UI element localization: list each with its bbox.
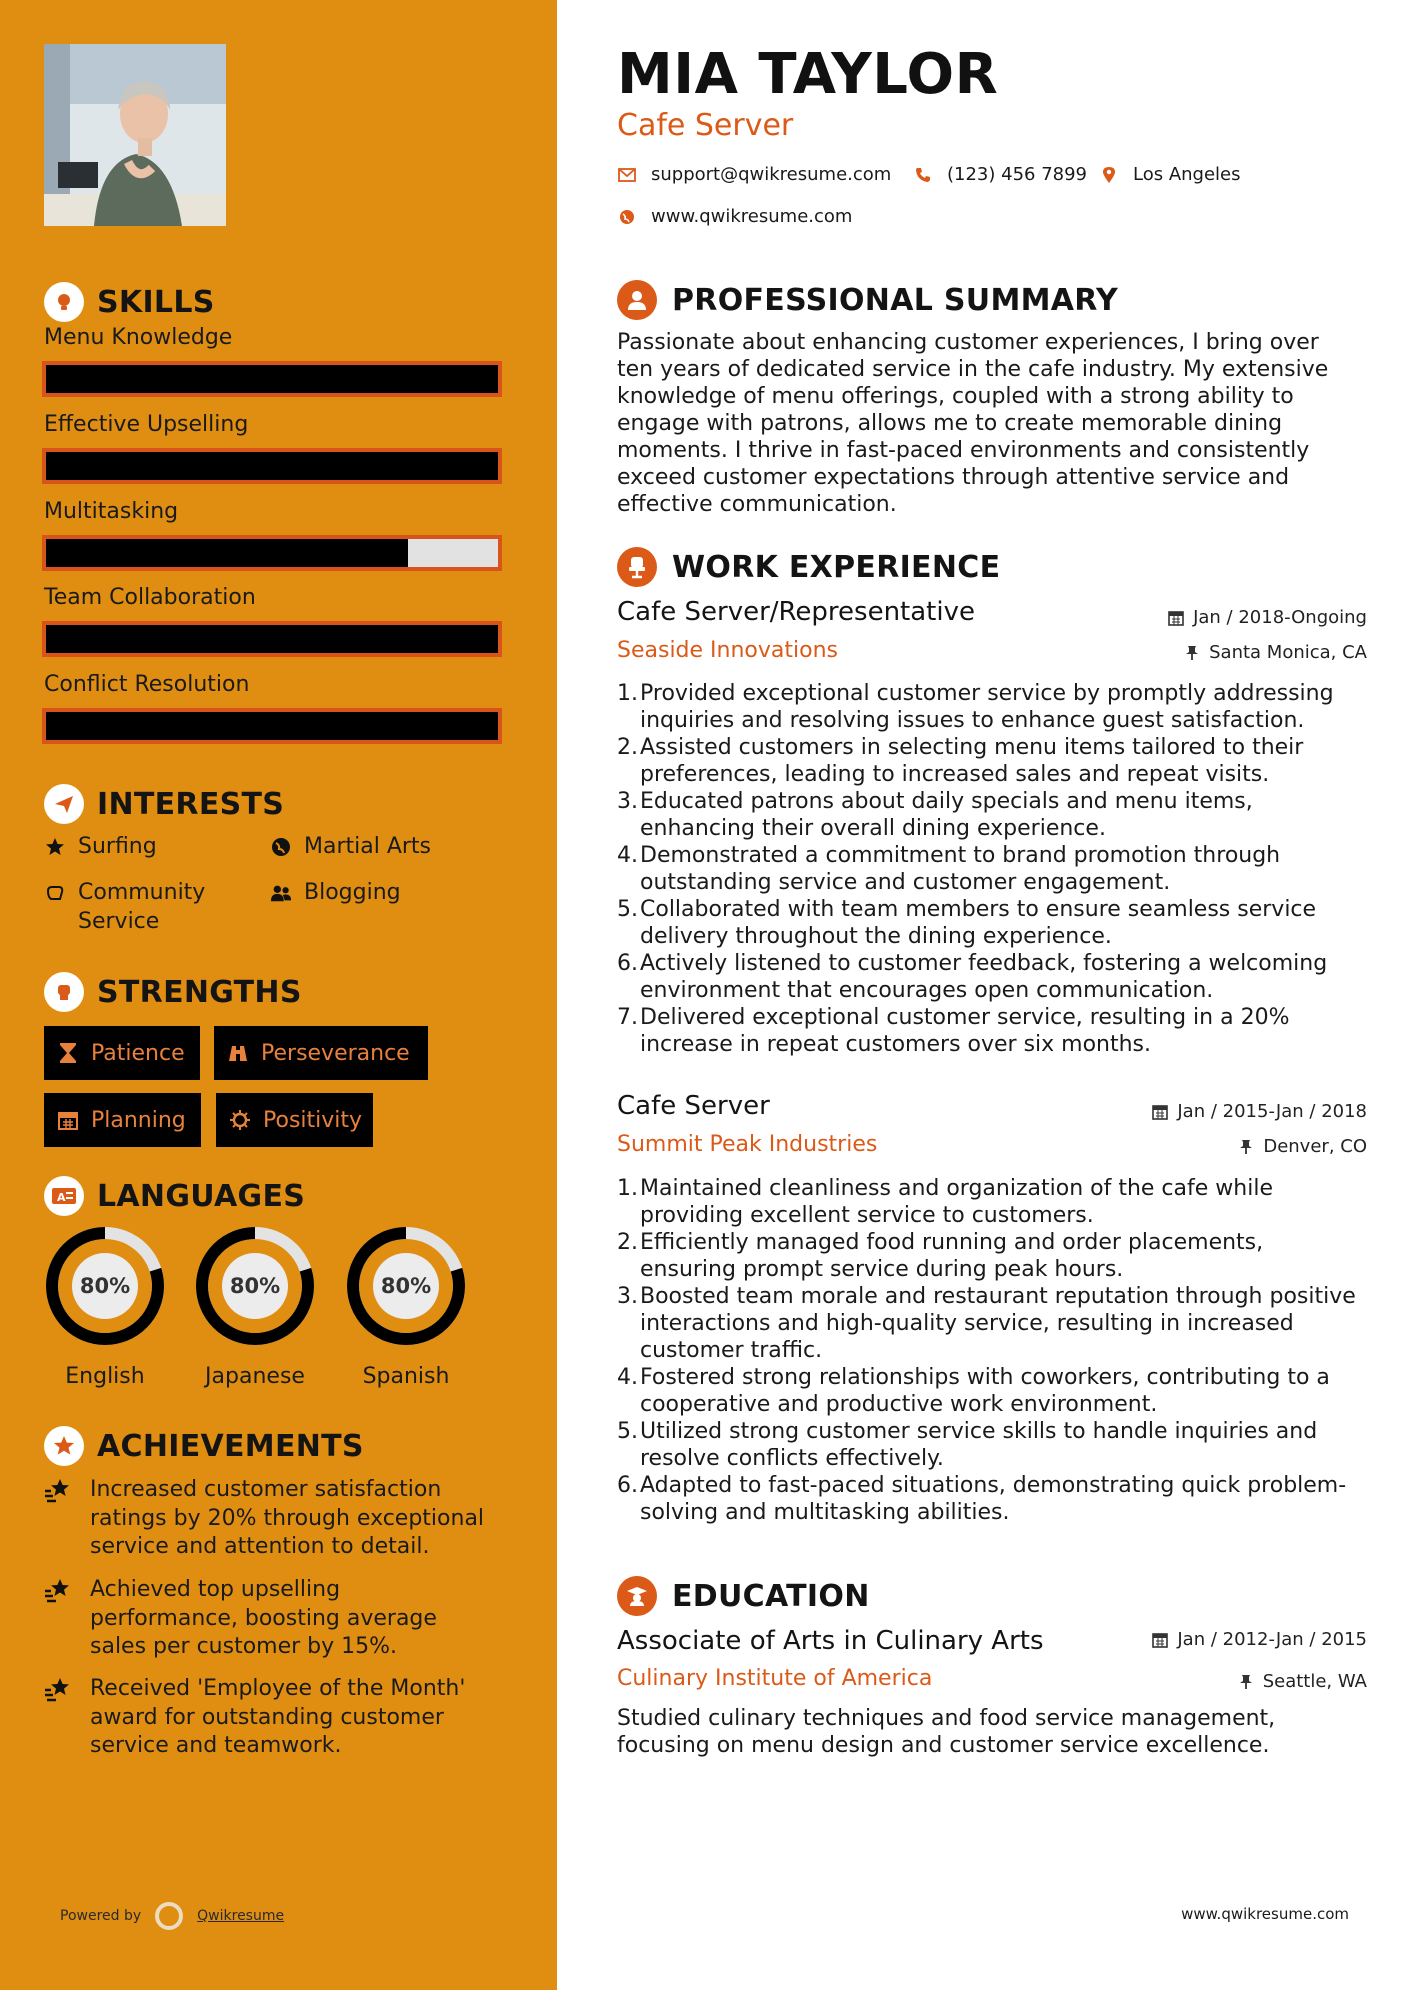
contact-location — [1099, 164, 1241, 185]
pushpin-icon — [1183, 644, 1201, 662]
map-pin-icon — [1099, 165, 1119, 185]
user-icon — [617, 280, 657, 320]
main-content — [617, 0, 1367, 1990]
interest-item — [44, 832, 157, 861]
achievement-text: Received 'Employee of the Month' award for outstanding customer service and teamwork. — [90, 1676, 466, 1758]
duty-item: 4. Fostered strong relationships with coworkers, contributing to a cooperative and productive work environment. — [617, 1364, 1359, 1418]
achievement-item — [44, 1576, 494, 1662]
pushpin-icon — [1237, 1138, 1255, 1156]
job-duties — [617, 680, 1359, 1058]
skill-name: Team Collaboration — [44, 585, 256, 610]
interest-label-line: Community Service — [78, 880, 206, 934]
duty-item: 1. Maintained cleanliness and organization of the cafe while providing excellent service to customers. — [617, 1175, 1359, 1229]
duty-text: Provided exceptional customer service by promptly addressing inquiries and resolving issues to enhance guest satisfaction. — [640, 681, 1334, 733]
education-text: Studied culinary techniques and food service management, focusing on menu design and customer service excellence. — [617, 1706, 1276, 1758]
duty-item: 3. Educated patrons about daily specials and menu items, enhancing their overall dining experience. — [617, 788, 1359, 842]
duty-text: Utilized strong customer service skills to handle inquiries and resolve conflicts effectively. — [640, 1419, 1318, 1471]
interests-title: INTERESTS — [97, 786, 285, 822]
experience-heading — [617, 547, 1000, 587]
duty-text: Collaborated with team members to ensure seamless service delivery throughout the dining experience. — [640, 897, 1317, 949]
summary-title: PROFESSIONAL SUMMARY — [672, 282, 1119, 318]
language-item — [43, 1224, 167, 1389]
strength-tag — [214, 1026, 428, 1080]
skills-title: SKILLS — [97, 284, 215, 320]
duty-text: Maintained cleanliness and organization of the cafe while providing excellent service to customers. — [640, 1176, 1273, 1228]
interest-item — [270, 832, 431, 861]
website-text: www.qwikresume.com — [651, 206, 853, 227]
job-dates — [1167, 607, 1367, 628]
strength-label: Perseverance — [261, 1040, 410, 1066]
calendar-icon — [1167, 609, 1185, 627]
job-title: Cafe Server/Representative — [617, 597, 975, 627]
skills-heading — [44, 282, 215, 322]
education-location — [1237, 1671, 1367, 1692]
job-location-text: Santa Monica, CA — [1209, 642, 1367, 663]
language-name: Japanese — [205, 1364, 305, 1389]
footer-website[interactable]: www.qwikresume.com — [1181, 1905, 1349, 1923]
skill-bar-fill — [46, 365, 498, 393]
contact-phone[interactable] — [913, 164, 1087, 185]
email-text: support@qwikresume.com — [651, 164, 892, 185]
envelope-icon — [617, 165, 637, 185]
achievements-heading — [44, 1426, 364, 1466]
language-name: English — [65, 1364, 145, 1389]
skill-bar — [42, 448, 502, 484]
language-item — [344, 1224, 468, 1389]
sidebar — [0, 0, 557, 1990]
paper-plane-icon — [44, 784, 84, 824]
strength-tag — [44, 1026, 200, 1080]
job-location — [1183, 642, 1367, 663]
strength-tag — [216, 1093, 373, 1147]
strengths-title: STRENGTHS — [97, 974, 302, 1010]
achievements-title: ACHIEVEMENTS — [97, 1428, 364, 1464]
fist-icon — [44, 972, 84, 1012]
language-percent: 80% — [229, 1274, 281, 1298]
sun-icon — [229, 1108, 251, 1132]
lightbulb-icon — [44, 282, 84, 322]
language-percent: 80% — [380, 1274, 432, 1298]
language-percent: 80% — [79, 1274, 131, 1298]
calendar-icon — [1151, 1631, 1169, 1649]
strength-label: Patience — [91, 1040, 185, 1066]
degree-title: Associate of Arts in Culinary Arts — [617, 1626, 1044, 1656]
duty-item: 4. Demonstrated a commitment to brand promotion through outstanding service and customer engagement. — [617, 842, 1359, 896]
school-name: Culinary Institute of America — [617, 1666, 933, 1691]
hourglass-icon — [57, 1041, 79, 1065]
star-icon — [44, 832, 66, 861]
education-title: EDUCATION — [672, 1578, 870, 1614]
interest-label — [78, 878, 205, 936]
achievement-text: Increased customer satisfaction ratings by 20% through exceptional service and attention to detail. — [90, 1477, 485, 1559]
skill-bar — [42, 621, 502, 657]
duty-item: 6. Actively listened to customer feedback, fostering a welcoming environment that encourages open communication. — [617, 950, 1359, 1004]
duty-item: 5. Utilized strong customer service skills to handle inquiries and resolve conflicts effectively. — [617, 1418, 1359, 1472]
interest-item — [270, 878, 401, 907]
duty-text: Educated patrons about daily specials and menu items, enhancing their overall dining experience. — [640, 789, 1253, 841]
languages-heading — [44, 1176, 305, 1216]
profile-photo — [44, 44, 226, 226]
duty-text: Delivered exceptional customer service, resulting in a 20% increase in repeat customers over six months. — [640, 1005, 1290, 1057]
location-text: Los Angeles — [1133, 164, 1241, 185]
language-gauge — [344, 1224, 468, 1348]
skill-name: Multitasking — [44, 499, 179, 524]
duty-item: 2. Efficiently managed food running and order placements, ensuring prompt service during peak hours. — [617, 1229, 1359, 1283]
qwikresume-link[interactable]: Qwikresume — [197, 1908, 285, 1924]
duty-item: 2. Assisted customers in selecting menu items tailored to their preferences, leading to increased sales and repeat visits. — [617, 734, 1359, 788]
duty-item: 7. Delivered exceptional customer service, resulting in a 20% increase in repeat customers over six months. — [617, 1004, 1359, 1058]
star-hand-icon — [44, 1576, 78, 1604]
interest-item — [44, 878, 205, 936]
skill-bar-fill — [46, 625, 498, 653]
users-icon — [270, 878, 292, 907]
powered-by — [60, 1902, 284, 1930]
job-dates-text: Jan / 2015-Jan / 2018 — [1177, 1101, 1367, 1122]
skill-bar-fill — [46, 452, 498, 480]
powered-by-label: Powered by — [60, 1908, 142, 1924]
education-location-text: Seattle, WA — [1262, 1671, 1367, 1692]
strength-label: Planning — [91, 1107, 186, 1133]
skill-name: Effective Upselling — [44, 412, 249, 437]
duty-text: Boosted team morale and restaurant reputation through positive interactions and high-quality service, resulting in increased customer traffic. — [640, 1284, 1356, 1363]
globe-icon — [270, 832, 292, 861]
star-badge-icon — [44, 1426, 84, 1466]
contact-website[interactable] — [617, 206, 852, 227]
skill-bar — [42, 361, 502, 397]
duty-text: Assisted customers in selecting menu items tailored to their preferences, leading to increased sales and repeat visits. — [640, 735, 1304, 787]
skill-bar — [42, 708, 502, 744]
duty-text: Efficiently managed food running and order placements, ensuring prompt service during peak hours. — [640, 1230, 1264, 1282]
achievement-item — [44, 1476, 494, 1562]
skill-bar-fill — [46, 539, 408, 567]
binoculars-icon — [227, 1041, 249, 1065]
job-location — [1237, 1136, 1367, 1157]
education-dates — [1151, 1629, 1367, 1650]
language-item — [193, 1224, 317, 1389]
language-name: Spanish — [362, 1364, 450, 1389]
phone-text: (123) 456 7899 — [947, 164, 1088, 185]
candidate-name: MIA TAYLOR — [617, 42, 999, 107]
candidate-role: Cafe Server — [617, 108, 794, 143]
svg-text:A: A — [57, 1191, 66, 1204]
language-gauge — [193, 1224, 317, 1348]
duty-text: Demonstrated a commitment to brand promotion through outstanding service and customer engagement. — [640, 843, 1281, 895]
interests-heading — [44, 784, 284, 824]
interest-label: Surfing — [78, 834, 157, 859]
company-name: Seaside Innovations — [617, 638, 838, 663]
duty-item: 6. Adapted to fast-paced situations, demonstrating quick problem-solving and multitasking abilities. — [617, 1472, 1359, 1526]
duty-item: 5. Collaborated with team members to ensure seamless service delivery throughout the dining experience. — [617, 896, 1359, 950]
achievement-item — [44, 1675, 494, 1761]
duty-text: Adapted to fast-paced situations, demonstrating quick problem-solving and multitasking abilities. — [640, 1473, 1347, 1525]
calendar-icon — [57, 1108, 79, 1132]
duty-item: 1. Provided exceptional customer service by promptly addressing inquiries and resolving issues to enhance guest satisfaction. — [617, 680, 1359, 734]
chair-icon — [617, 547, 657, 587]
language-gauge — [43, 1224, 167, 1348]
summary-text: Passionate about enhancing customer experiences, I bring over ten years of dedicated service in the cafe industry. My extensive knowledge of menu offerings, coupled with a strong ability to engage with patrons, allows me to create memorable dining moments. I thrive in fast-paced environments and consistently exceed customer expectations through attentive service and effective communication. — [617, 330, 1329, 517]
strength-label: Positivity — [263, 1107, 363, 1133]
education-dates-text: Jan / 2012-Jan / 2015 — [1177, 1629, 1367, 1650]
job-location-text: Denver, CO — [1263, 1136, 1367, 1157]
strength-tag — [44, 1093, 201, 1147]
duty-text: Fostered strong relationships with coworkers, contributing to a cooperative and productive work environment. — [640, 1365, 1330, 1417]
duty-item: 3. Boosted team morale and restaurant reputation through positive interactions and high-quality service, resulting in increased customer traffic. — [617, 1283, 1359, 1364]
strengths-heading — [44, 972, 302, 1012]
job-dates — [1151, 1101, 1367, 1122]
company-name: Summit Peak Industries — [617, 1132, 878, 1157]
duty-text: Actively listened to customer feedback, fostering a welcoming environment that encourages open communication. — [640, 951, 1328, 1003]
interest-label: Martial Arts — [304, 834, 432, 859]
contact-email[interactable] — [617, 164, 891, 185]
summary-heading — [617, 280, 1118, 320]
languages-title: LANGUAGES — [97, 1178, 306, 1214]
pushpin-icon — [1237, 1673, 1255, 1691]
skill-name: Menu Knowledge — [44, 325, 233, 350]
education-heading — [617, 1576, 870, 1616]
achievement-text: Achieved top upselling performance, boosting average sales per customer by 15%. — [90, 1577, 437, 1659]
hand-icon — [44, 878, 66, 907]
star-hand-icon — [44, 1476, 78, 1504]
phone-icon — [913, 165, 933, 185]
job-duties — [617, 1175, 1359, 1526]
experience-title: WORK EXPERIENCE — [672, 549, 1001, 585]
graduate-icon — [617, 1576, 657, 1616]
interest-label: Blogging — [304, 880, 401, 905]
star-hand-icon — [44, 1675, 78, 1703]
job-dates-text: Jan / 2018-Ongoing — [1193, 607, 1367, 628]
skill-bar — [42, 535, 502, 571]
language-icon — [44, 1176, 84, 1216]
calendar-icon — [1151, 1103, 1169, 1121]
job-title: Cafe Server — [617, 1091, 770, 1121]
qwikresume-logo-icon — [155, 1902, 183, 1930]
skill-name: Conflict Resolution — [44, 672, 250, 697]
globe-icon — [617, 207, 637, 227]
skill-bar-fill — [46, 712, 498, 740]
